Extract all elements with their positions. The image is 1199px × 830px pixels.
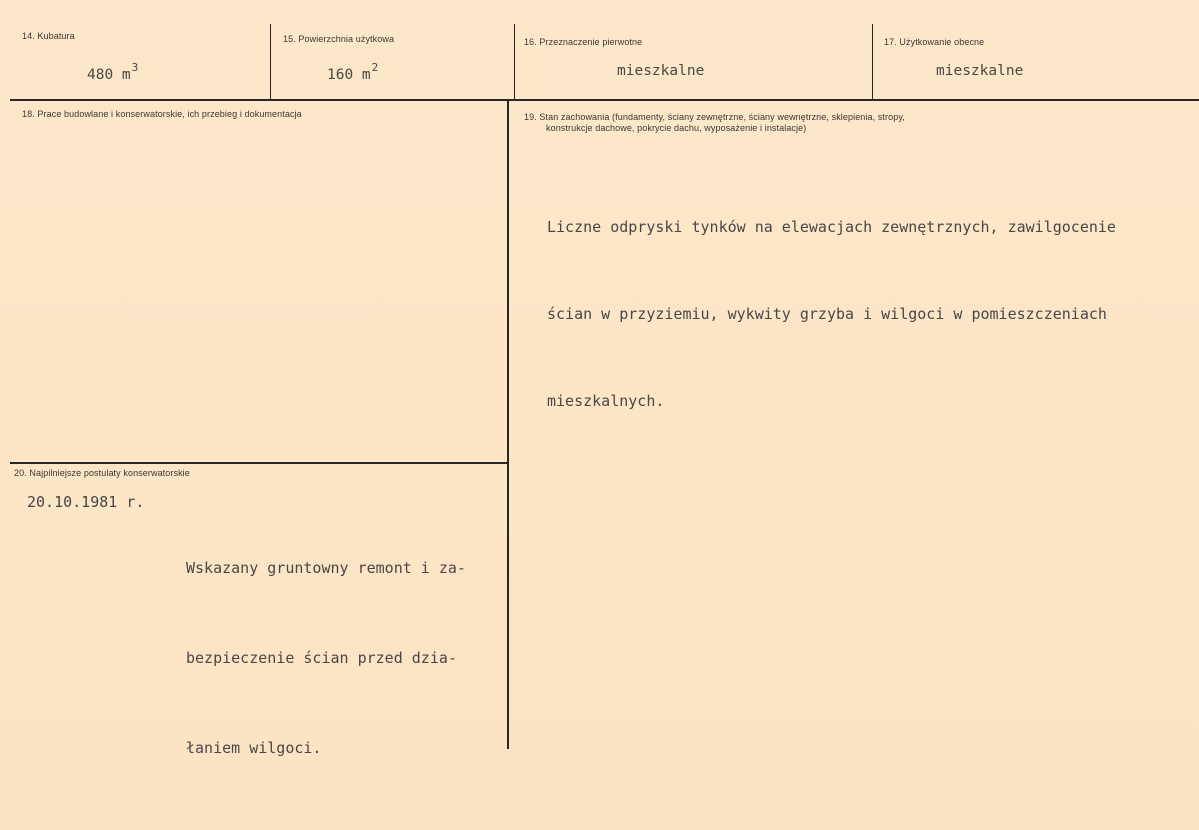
field-20-label: 20. Najpilniejsze postulaty konserwatorskie <box>14 468 190 478</box>
field-19-text <box>547 155 1116 474</box>
field-20-text-line: łaniem wilgoci. <box>186 739 322 757</box>
field-15-value <box>327 61 378 83</box>
field-19-label-line2: konstrukcje dachowe, pokrycie dachu, wyposażenie i instalacje) <box>546 123 807 133</box>
field-16-value: mieszkalne <box>617 63 705 79</box>
field-14-exponent: 3 <box>131 61 139 74</box>
field-17-value: mieszkalne <box>936 63 1024 79</box>
field-20-text-line: bezpieczenie ścian przed dzia- <box>186 649 457 667</box>
field-16-label: 16. Przeznaczenie pierwotne <box>524 37 643 47</box>
section-20-top-rule <box>10 462 507 464</box>
field-19-text-line: Liczne odpryski tynków na elewacjach zewnętrznych, zawilgocenie <box>547 218 1116 236</box>
main-vertical-divider <box>507 101 509 749</box>
field-14-value <box>87 61 138 83</box>
field-15-exponent: 2 <box>371 61 379 74</box>
divider-16-17 <box>872 24 873 99</box>
field-15-label: 15. Powierzchnia użytkowa <box>283 34 395 44</box>
field-20-date: 20.10.1981 r. <box>27 493 145 511</box>
field-17-label: 17. Użytkowanie obecne <box>884 37 985 47</box>
field-18-label: 18. Prace budowlane i konserwatorskie, ich przebieg i dokumentacja <box>22 109 302 119</box>
top-row-bottom-rule <box>10 99 1199 101</box>
field-19-text-line: mieszkalnych. <box>547 392 665 410</box>
field-15-number: 160 m <box>327 67 371 83</box>
field-19-label-line1: 19. Stan zachowania (fundamenty, ściany zewnętrzne, ściany wewnętrzne, sklepienia, stropy, <box>524 112 905 122</box>
field-19-text-line: ścian w przyziemiu, wykwity grzyba i wilgoci w pomieszczeniach <box>547 305 1107 323</box>
field-20-text <box>186 493 466 823</box>
field-14-number: 480 m <box>87 67 131 83</box>
divider-14-15 <box>270 24 271 99</box>
field-14-label: 14. Kubatura <box>22 31 75 41</box>
divider-15-16 <box>514 24 515 99</box>
field-20-text-line: Wskazany gruntowny remont i za- <box>186 559 466 577</box>
